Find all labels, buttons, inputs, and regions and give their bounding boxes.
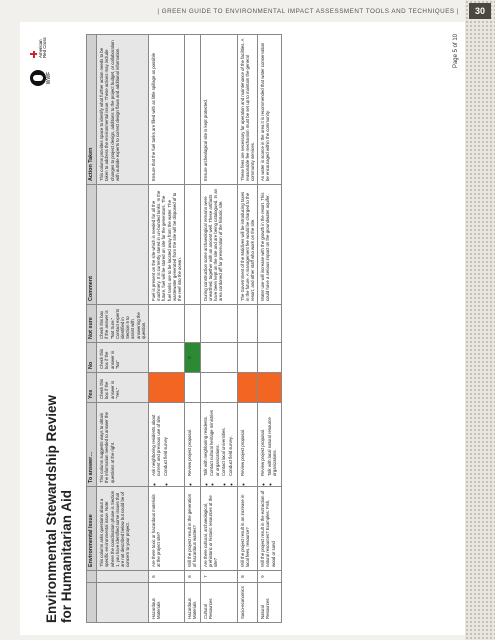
table-row — [149, 35, 185, 623]
panda-icon — [30, 70, 46, 86]
red-cross-icon — [30, 51, 37, 58]
notsure-checkbox[interactable] — [149, 305, 185, 343]
intro-notsure: Check this box if the answer is "Not Sure." Contact experts identified in Section 5 to assist with answering the question. — [97, 305, 149, 343]
rotated-page — [20, 22, 465, 635]
answer-list — [187, 406, 192, 483]
row-comment: Fuel is present on the site which is needed for all the machinery. It is currently stored in un-bunded tanks. In the future, fuel will be stored on site for the generators. The fuel tanks are to be located away from the water. The wastewater generated from the site will be disposed of to the reef into the ocean. — [149, 185, 185, 305]
logo-group — [30, 36, 56, 88]
intro-issue: This column asks questions about a specific environmental issue. Note: where the coordination phase is Section 1, you have identified some issues that are not described below but could be of concern to your project. — [97, 487, 149, 571]
no-checkbox[interactable]: X — [185, 343, 200, 373]
intro-action: This column provides space to identify what further action needs to be taken to address the environmental issue. These actions may include changes to project design, additions to the project budget, or collaboration with outside experts to correct design flaws and additional information. — [97, 35, 149, 185]
intro-row — [97, 35, 149, 623]
dotted-margin-band — [465, 0, 495, 640]
yes-checkbox[interactable] — [258, 373, 282, 403]
notsure-checkbox[interactable] — [258, 305, 282, 343]
answer-item: ◦ Contact local universities. — [221, 406, 226, 476]
answer-item: ◦ Review project proposal. — [240, 406, 245, 476]
no-checkbox[interactable] — [237, 343, 258, 373]
row-category: Hazardous Materials — [149, 583, 185, 623]
notsure-checkbox[interactable] — [200, 305, 237, 343]
answer-item: ◦ Contact cultural heritage ministries or organizations. — [209, 406, 219, 476]
row-answer — [237, 403, 258, 487]
row-number: 9 — [258, 571, 282, 583]
answer-item: ◦ Talk with neighboring residents. — [203, 406, 208, 476]
row-comment: Water use will increase with the growth in the resort. This could have a serious impact on the groundwater aquifer. — [258, 185, 282, 305]
table-row — [237, 35, 258, 623]
wwf-logo — [30, 68, 56, 88]
answer-item: ◦ Conduct field survey — [163, 406, 168, 476]
doc-title — [44, 395, 74, 623]
row-action — [185, 35, 200, 185]
row-issue: Will the project result in an increase in local fees, resource? — [237, 487, 258, 571]
header-yes: Yes — [87, 373, 97, 403]
row-action: These fees are necessary for operation and maintenance of the facilities. A reasonable fee mechanism must be set up to maintain the general community services. — [237, 35, 258, 185]
page-number: 30 — [469, 3, 491, 19]
row-number: 8 — [237, 571, 258, 583]
answer-list — [151, 406, 168, 483]
header-issue: Environmental Issue — [87, 487, 97, 571]
row-answer — [200, 403, 237, 487]
table-body — [149, 35, 282, 623]
row-issue: Are there cultural, archaeological, prehistoric or historic resources at the site? — [200, 487, 237, 571]
header-no: No — [87, 343, 97, 373]
header-title: | GREEN GUIDE TO ENVIRONMENTAL IMPACT ASSESSMENT TOOLS AND TECHNIQUES | — [157, 8, 459, 15]
yes-checkbox[interactable] — [237, 373, 258, 403]
yes-checkbox[interactable] — [149, 373, 185, 403]
row-category: Cultural Resources — [200, 583, 237, 623]
intro-answer: This column suggests ways to obtain the information needed to answer the questions at the right. — [97, 403, 149, 487]
header-notsure: Not sure — [87, 305, 97, 343]
intro-yes: Check this box if the answer is "Yes." — [97, 373, 149, 403]
header-action: Action Taken — [87, 35, 97, 185]
row-answer — [149, 403, 185, 487]
header-comment: Comment — [87, 185, 97, 305]
answer-list — [260, 406, 277, 483]
row-number: 5 — [149, 571, 185, 583]
row-answer — [258, 403, 282, 487]
answer-item: ◦ Ask neighboring residents about current and previous use of site. — [151, 406, 161, 476]
row-action: As water is scarce in the area it is recommended that water conservation be encouraged within the community. — [258, 35, 282, 185]
row-action: Ensure archeological site is kept protected. — [200, 35, 237, 185]
yes-checkbox[interactable] — [200, 373, 237, 403]
yes-checkbox[interactable] — [185, 373, 200, 403]
row-action: Ensure that the fuel tanks are filled with as little spillage as possible — [149, 35, 185, 185]
intro-no: Check this box if the answer is "No" — [97, 343, 149, 373]
red-cross-logo-text: American Red Cross — [37, 37, 48, 58]
document-sheet — [20, 22, 465, 635]
table-row — [185, 35, 200, 623]
table-row — [200, 35, 237, 623]
doc-title-line1: Environmental Stewardship Review — [44, 394, 59, 623]
answer-item: ◦ Review project proposal. — [187, 406, 192, 476]
review-table — [86, 34, 282, 623]
row-issue: Are there toxic or hazardous materials at the project site? — [149, 487, 185, 571]
answer-item: ◦ Conduct field survey. — [228, 406, 233, 476]
row-issue: Will the project result in the generation of hazardous wastes? — [185, 487, 200, 571]
answer-item: ◦ Review project proposal. — [260, 406, 265, 476]
row-comment — [185, 185, 200, 305]
no-checkbox[interactable] — [149, 343, 185, 373]
answer-item: ◦ Talk with local natural resource organizations. — [267, 406, 277, 476]
row-number: 7 — [200, 571, 237, 583]
notsure-checkbox[interactable] — [185, 305, 200, 343]
table-row — [258, 35, 282, 623]
no-checkbox[interactable] — [200, 343, 237, 373]
answer-list — [240, 406, 245, 483]
row-comment: The Government of the Maldives will be introducing taxes in the future. A management fee would be charged to the resort, and other staff who work on the site. — [237, 185, 258, 305]
row-category: Hazardous Materials — [185, 583, 200, 623]
wwf-logo-text: WWF — [46, 71, 52, 85]
intro-comment — [97, 185, 149, 305]
row-category: Socio-economics — [237, 583, 258, 623]
page-header — [0, 0, 495, 22]
row-number: 6 — [185, 571, 200, 583]
answer-list — [203, 406, 234, 483]
page-footer: Page 5 of 10 — [453, 34, 459, 69]
row-answer — [185, 403, 200, 487]
row-category: Natural Resources — [258, 583, 282, 623]
doc-title-line2: for Humanitarian Aid — [59, 489, 74, 623]
table-header-row — [87, 35, 97, 623]
no-checkbox[interactable] — [258, 343, 282, 373]
row-comment: During construction some archaeological remains were unearthed, together with an ancient well. These artifacts have been kept on the site and are being catalogued. In an area cordoned off for preservation of the historic site. — [200, 185, 237, 305]
header-answer: To answer… — [87, 403, 97, 487]
red-cross-logo — [30, 36, 48, 58]
notsure-checkbox[interactable] — [237, 305, 258, 343]
row-issue: Will the project result in the extraction of natural resources? Examples: Fish, wood or sand — [258, 487, 282, 571]
